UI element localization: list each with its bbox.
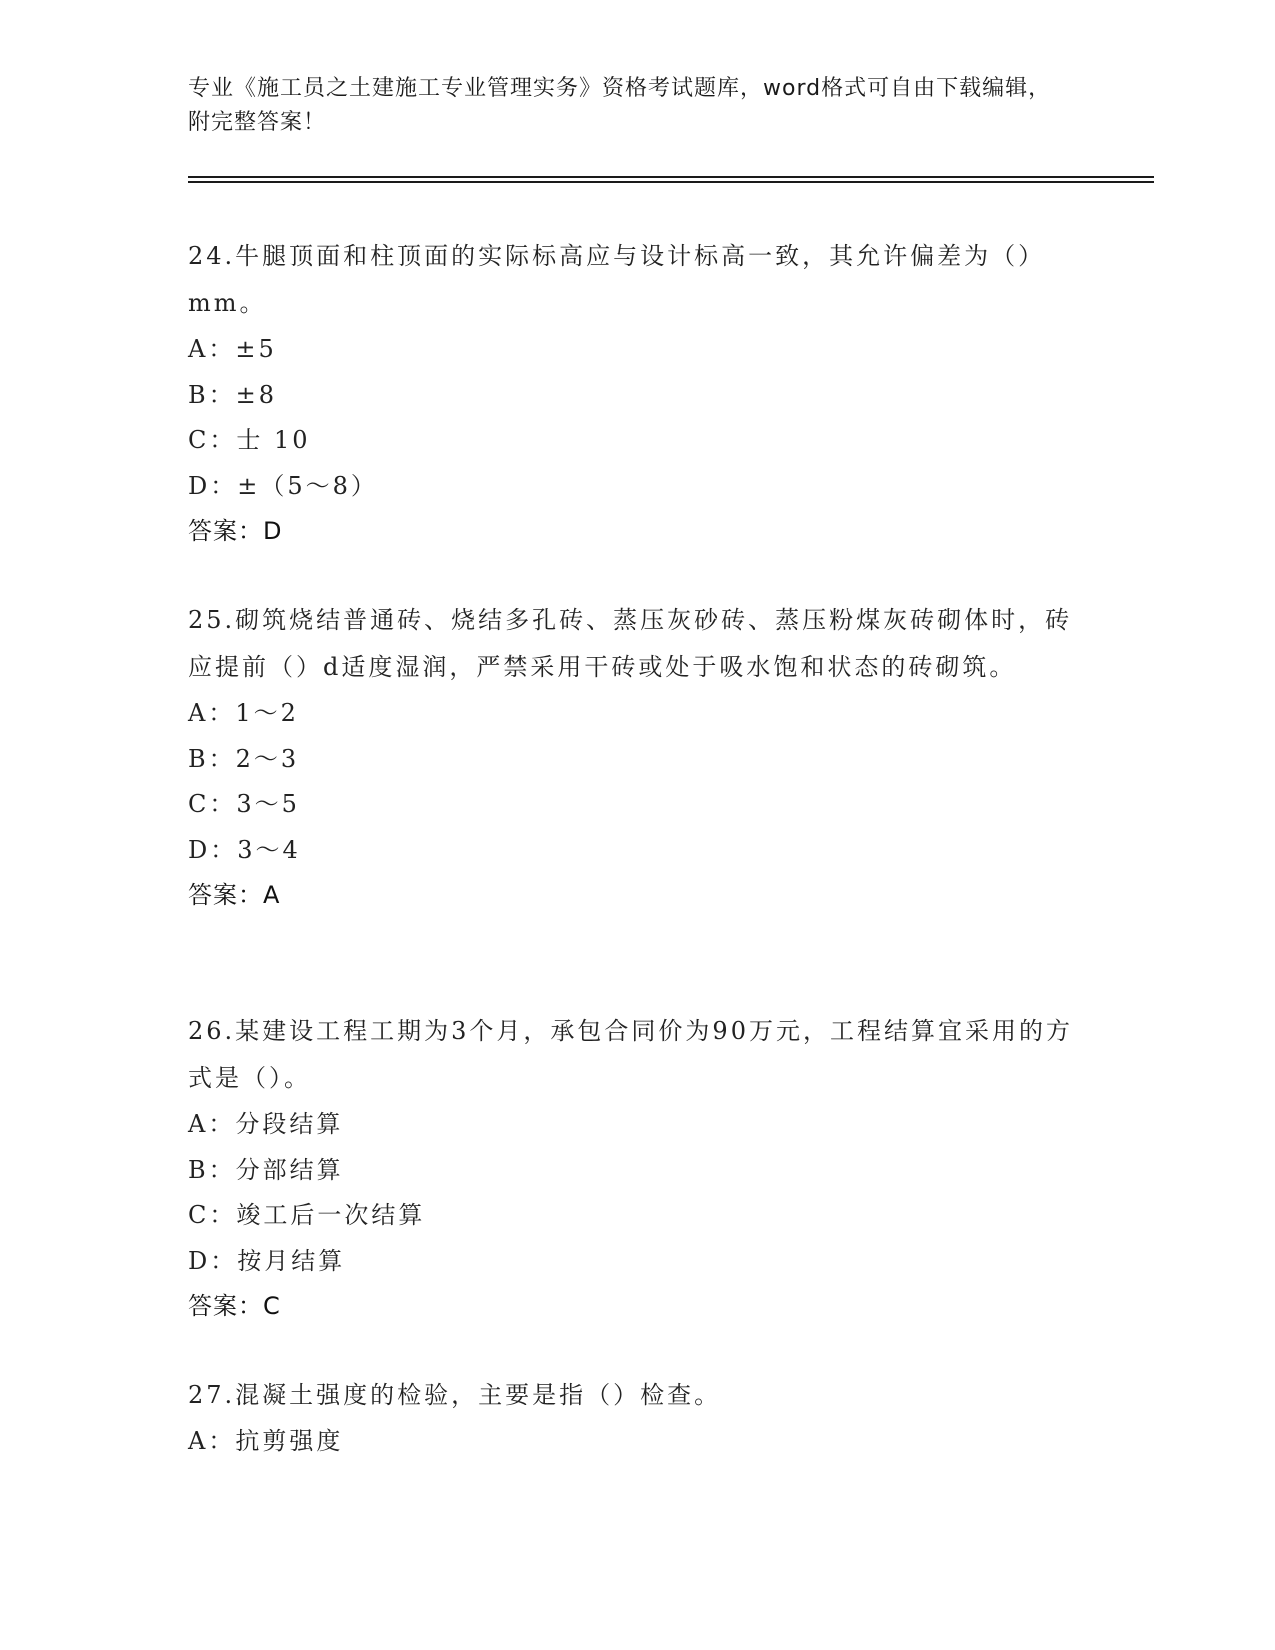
question-27	[188, 1372, 1088, 1465]
answer-line: 答案：A	[188, 881, 281, 909]
header-text: 专业《施工员之土建施工专业管理实务》资格考试题库，word格式可自由下载编辑，附完整答案！	[188, 76, 1052, 135]
question-stem: 24.牛腿顶面和柱顶面的实际标高应与设计标高一致，其允许偏差为（）mm。	[188, 242, 1046, 317]
option-d: D：3～4	[188, 835, 301, 864]
option-a: A：抗剪强度	[188, 1427, 344, 1455]
answer-line: 答案：C	[188, 1292, 281, 1320]
question-26	[188, 1008, 1088, 1330]
option-c: C：士 10	[188, 426, 311, 454]
question-stem: 26.某建设工程工期为3个月，承包合同价为90万元，工程结算宜采用的方式是（）。	[188, 1017, 1073, 1092]
option-c: C：竣工后一次结算	[188, 1201, 426, 1229]
option-b: B：2～3	[188, 744, 300, 773]
answer-line: 答案：D	[188, 517, 283, 545]
question-stem: 27.混凝土强度的检验，主要是指（）检查。	[188, 1381, 722, 1409]
question-25	[188, 597, 1088, 919]
option-b: B：±8	[188, 380, 278, 409]
option-a: A：±5	[188, 335, 277, 363]
question-24	[188, 233, 1088, 555]
option-d: D：按月结算	[188, 1246, 346, 1275]
header-divider-bottom	[188, 181, 1154, 183]
page-header	[188, 72, 1068, 140]
option-d: D：±（5～8）	[188, 471, 378, 500]
option-a: A：1～2	[188, 699, 299, 727]
question-stem: 25.砌筑烧结普通砖、烧结多孔砖、蒸压灰砂砖、蒸压粉煤灰砖砌体时，砖应提前（）d适度湿润，严禁采用干砖或处于吸水饱和状态的砖砌筑。	[188, 606, 1073, 681]
option-b: B：分部结算	[188, 1155, 344, 1184]
option-a: A：分段结算	[188, 1110, 344, 1138]
header-divider-top	[188, 176, 1154, 178]
option-c: C：3～5	[188, 790, 300, 818]
